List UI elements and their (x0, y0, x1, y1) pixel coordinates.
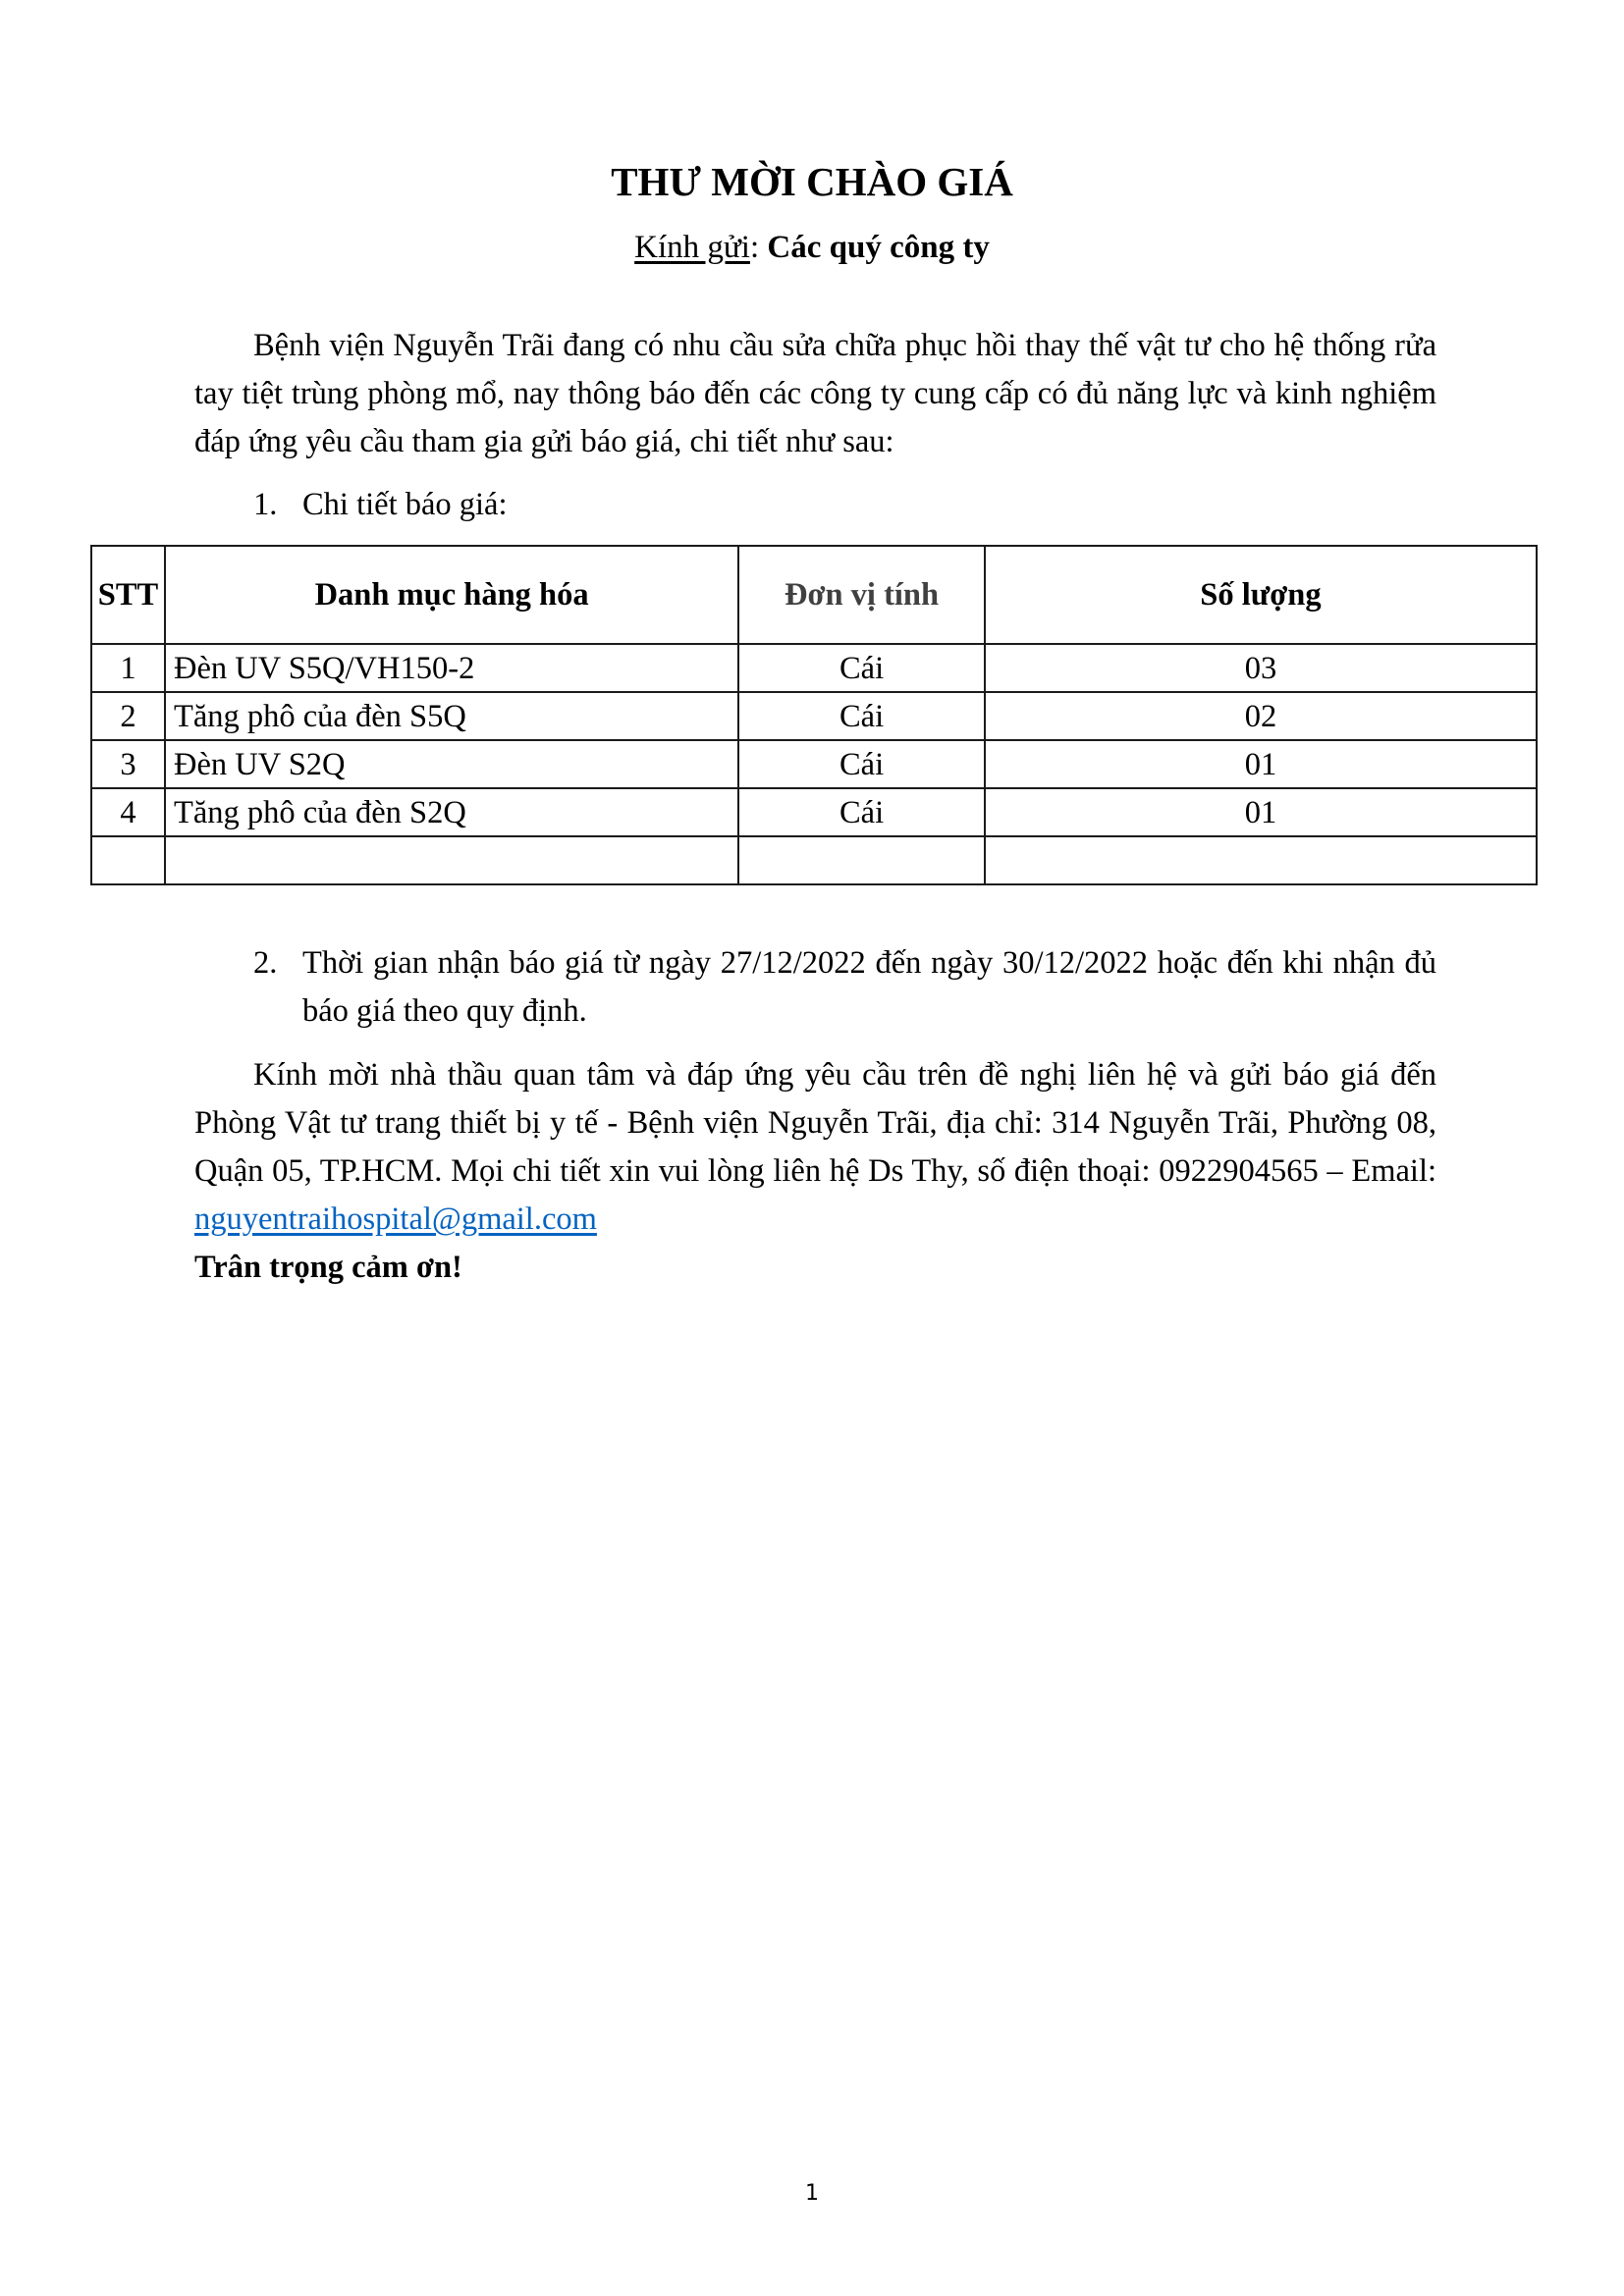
cell-stt: 1 (91, 644, 165, 692)
cell-item: Đèn UV S5Q/VH150-2 (165, 644, 738, 692)
email-link[interactable]: nguyentraihospital@gmail.com (194, 1201, 597, 1237)
table-row (91, 740, 1537, 788)
cell-stt (91, 836, 165, 884)
cell-quantity: 02 (985, 692, 1537, 740)
cell-quantity (985, 836, 1537, 884)
cell-unit (738, 836, 985, 884)
salutation-recipient: Các quý công ty (767, 230, 990, 265)
cell-quantity: 03 (985, 644, 1537, 692)
header-stt: STT (91, 546, 165, 644)
closing-text: Trân trọng cảm ơn! (194, 1250, 462, 1285)
cell-stt: 3 (91, 740, 165, 788)
invitation-body: Kính mời nhà thầu quan tâm và đáp ứng yêu cầu trên đề nghị liên hệ và gửi báo giá đến Phòng Vật tư trang thiết bị y tế - Bệnh viện Nguyễn Trãi, địa chỉ: 314 Nguyễn Trãi, Phường 08, Quận 05, TP.HCM. Mọi chi tiết xin vui lòng liên hệ Ds Thy, số điện thoại: 0922904565 – Email: (194, 1057, 1436, 1189)
salutation (0, 224, 1624, 271)
section-1 (0, 481, 1624, 529)
intro-text: Bệnh viện Nguyễn Trãi đang có nhu cầu sửa chữa phục hồi thay thế vật tư cho hệ thống rửa tay tiệt trùng phòng mổ, nay thông báo đến các công ty cung cấp có đủ năng lực và kinh nghiệm đáp ứng yêu cầu tham gia gửi báo giá, chi tiết như sau: (194, 328, 1436, 459)
table-row-empty (91, 836, 1537, 884)
cell-item (165, 836, 738, 884)
page-title: THƯ MỜI CHÀO GIÁ (611, 159, 1013, 204)
header-item: Danh mục hàng hóa (165, 546, 738, 644)
invitation-text (194, 1051, 1436, 1244)
table-header-row (91, 546, 1537, 644)
section-2 (0, 939, 1624, 1038)
cell-unit: Cái (738, 740, 985, 788)
page-number: 1 (805, 2181, 819, 2206)
cell-item: Tăng phô của đèn S2Q (165, 788, 738, 836)
section-2-number: 2. (253, 945, 278, 981)
section-2-text: Thời gian nhận báo giá từ ngày 27/12/2022 đến ngày 30/12/2022 hoặc đến khi nhận đủ báo giá theo quy định. (302, 945, 1436, 1029)
cell-unit: Cái (738, 692, 985, 740)
cell-unit: Cái (738, 644, 985, 692)
cell-quantity: 01 (985, 788, 1537, 836)
header-quantity: Số lượng (985, 546, 1537, 644)
cell-unit: Cái (738, 788, 985, 836)
section-1-text: Chi tiết báo giá: (302, 487, 508, 522)
invitation-paragraph (194, 1051, 1436, 1292)
table-row (91, 644, 1537, 692)
section-1-number: 1. (253, 487, 278, 522)
table-row (91, 788, 1537, 836)
quotation-table (90, 545, 1538, 885)
cell-item: Đèn UV S2Q (165, 740, 738, 788)
header-unit: Đơn vị tính (738, 546, 985, 644)
table-row (91, 692, 1537, 740)
salutation-label: Kính gửi (634, 230, 750, 265)
cell-quantity: 01 (985, 740, 1537, 788)
salutation-separator: : (749, 230, 768, 265)
intro-paragraph (194, 322, 1436, 466)
cell-item: Tăng phô của đèn S5Q (165, 692, 738, 740)
cell-stt: 4 (91, 788, 165, 836)
cell-stt: 2 (91, 692, 165, 740)
